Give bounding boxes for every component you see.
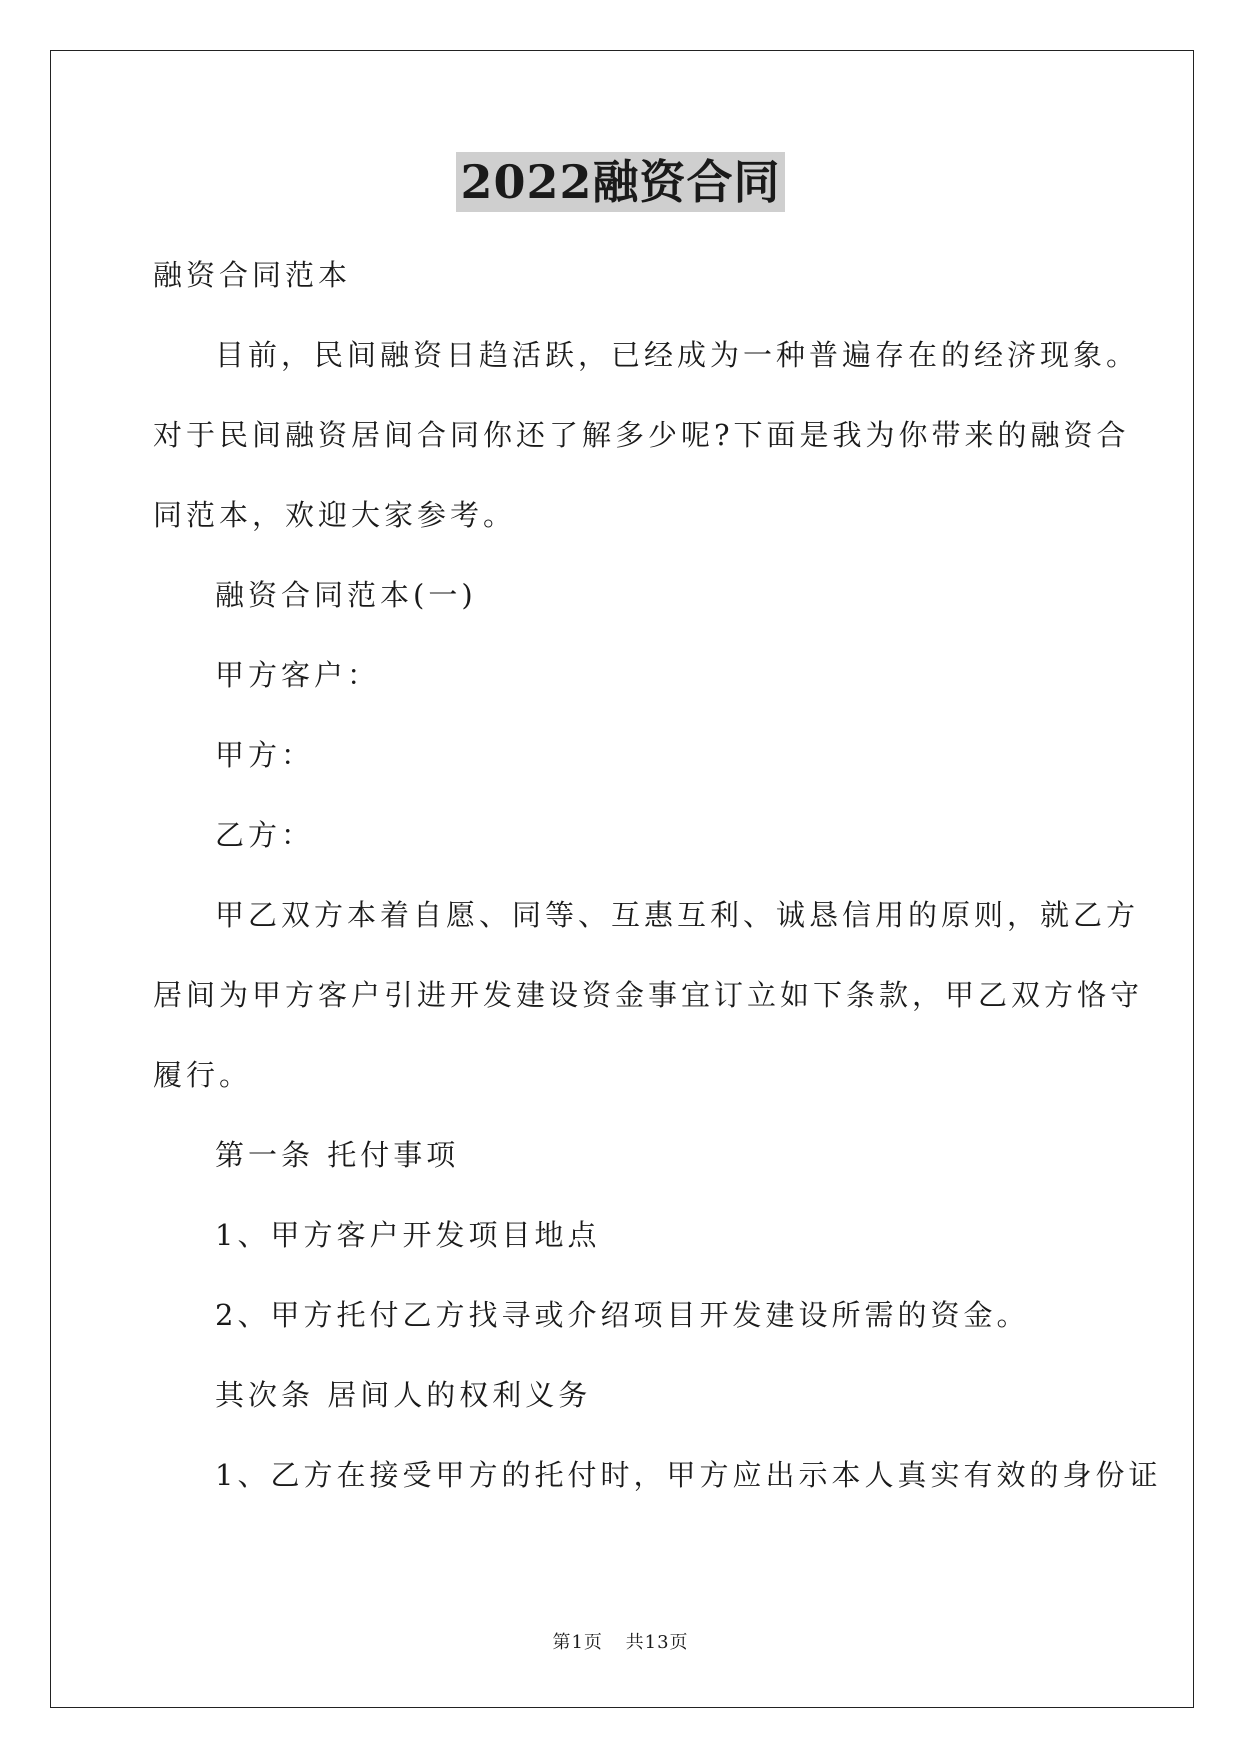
text-line: 履行。 (153, 1058, 253, 1092)
page-footer (0, 1628, 1241, 1654)
text-line: 2、甲方托付乙方找寻或介绍项目开发建设所需的资金。 (215, 1298, 1030, 1332)
text-line: 对于民间融资居间合同你还了解多少呢?下面是我为你带来的融资合 (153, 418, 1130, 452)
document-body (153, 235, 1162, 1515)
text-line: 第一条 托付事项 (215, 1138, 460, 1172)
document-title: 2022融资合同 (456, 152, 784, 212)
text-line: 1、乙方在接受甲方的托付时，甲方应出示本人真实有效的身份证 (215, 1458, 1162, 1492)
text-line: 融资合同范本(一) (215, 578, 477, 612)
text-line: 居间为甲方客户引进开发建设资金事宜订立如下条款，甲乙双方恪守 (153, 978, 1144, 1012)
text-line: 甲方客户： (215, 658, 381, 692)
text-line: 1、甲方客户开发项目地点 (215, 1218, 601, 1252)
text-line: 甲方： (215, 738, 315, 772)
text-line: 同范本，欢迎大家参考。 (153, 498, 517, 532)
title-container (0, 152, 1241, 212)
text-line: 目前，民间融资日趋活跃，已经成为一种普遍存在的经济现象。 (215, 338, 1140, 372)
text-line: 融资合同范本 (153, 258, 352, 292)
text-line: 其次条 居间人的权利义务 (215, 1378, 592, 1412)
text-line: 乙方： (215, 818, 315, 852)
page-total: 共13页 (625, 1632, 689, 1653)
page-number: 第1页 (552, 1632, 603, 1653)
text-line: 甲乙双方本着自愿、同等、互惠互利、诚恳信用的原则，就乙方 (215, 898, 1140, 932)
